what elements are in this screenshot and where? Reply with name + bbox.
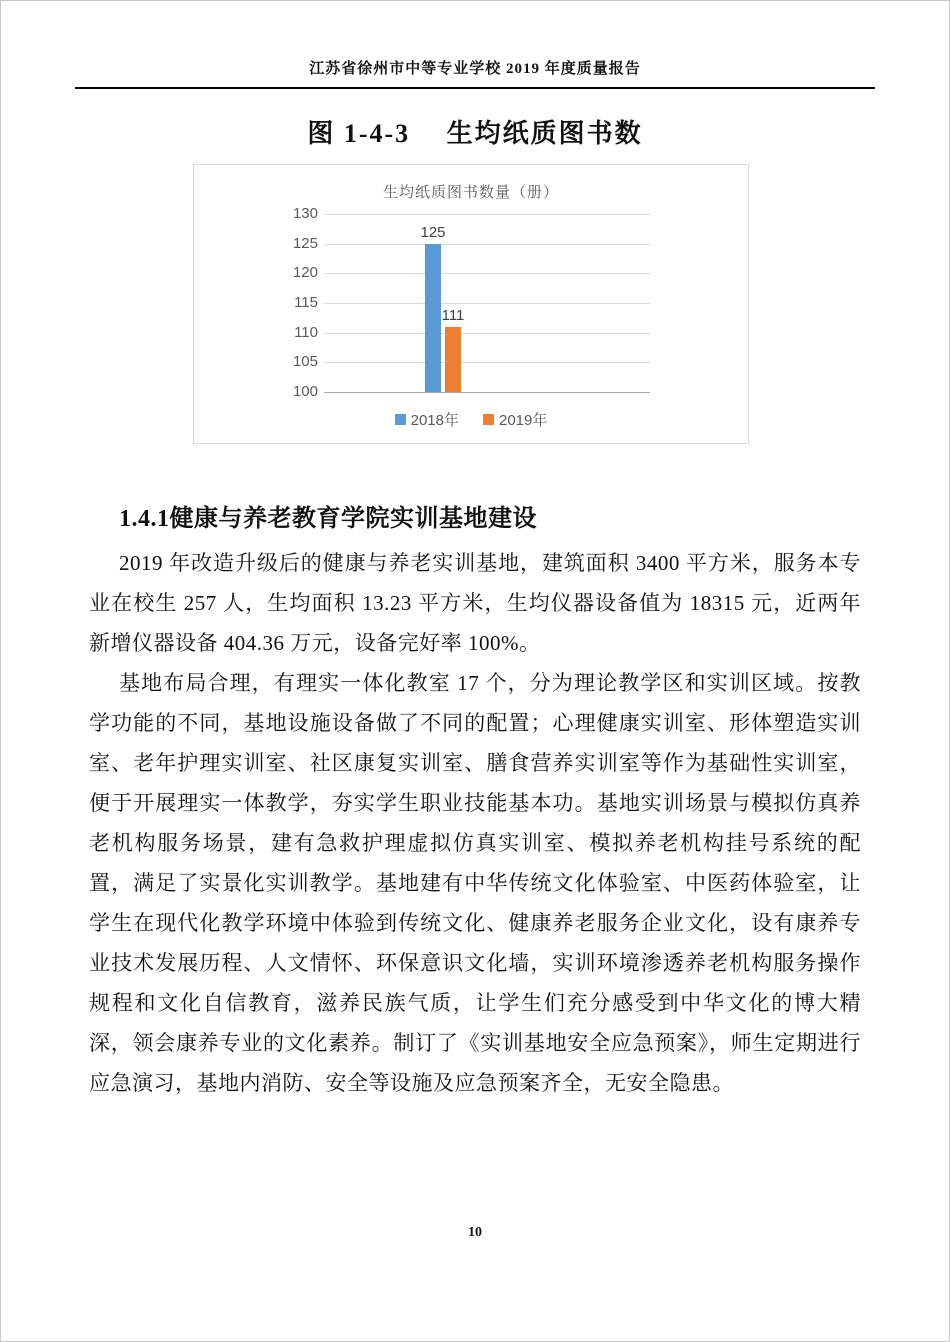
- plot-area: [324, 214, 650, 392]
- y-tick-label: 105: [292, 353, 318, 371]
- legend-label: 2018年: [410, 412, 459, 429]
- gridline: [324, 333, 650, 334]
- x-axis-line: [324, 392, 650, 393]
- gridline: [324, 244, 650, 245]
- y-tick-label: 100: [292, 383, 318, 400]
- gridline: [324, 362, 650, 363]
- legend-swatch: [395, 414, 406, 425]
- bar-chart: [193, 164, 749, 444]
- section-content: [89, 493, 861, 1103]
- y-tick-label: 115: [294, 294, 318, 311]
- y-tick-label: 110: [294, 323, 318, 341]
- header-title: 江苏省徐州市中等专业学校 2019 年度质量报告: [309, 61, 641, 77]
- gridline: [324, 214, 650, 215]
- gridline: [324, 303, 650, 304]
- gridline: [324, 273, 650, 274]
- data-label: 125: [420, 223, 446, 241]
- legend-swatch: [483, 414, 494, 425]
- page-header: [75, 57, 875, 89]
- y-tick-label: 120: [292, 264, 318, 282]
- y-axis-labels: [194, 205, 318, 400]
- bar-2019年: [445, 327, 461, 392]
- data-label: 111: [441, 306, 465, 324]
- paragraph-1: 2019 年改造升级后的健康与养老实训基地，建筑面积 3400 平方米，服务本专业在校生 257 人，生均面积 13.23 平方米，生均仪器设备值为 18315 元，近两年新增仪器设备 404.36 万元，设备完好率 100%。: [89, 551, 861, 655]
- paragraph-2: 基地布局合理，有理实一体化教室 17 个，分为理论教学区和实训区域。按教学功能的不同，基地设施设备做了不同的配置；心理健康实训室、形体塑造实训室、老年护理实训室、社区康复实训室、膳食营养实训室等作为基础性实训室，便于开展理实一体教学，夯实学生职业技能基本功。基地实训场景与模拟仿真养老机构服务场景，建有急救护理虚拟仿真实训室、模拟养老机构挂号系统的配置，满足了实景化实训教学。基地建有中华传统文化体验室、中医药体验室，让学生在现代化教学环境中体验到传统文化、健康养老服务企业文化，设有康养专业技术发展历程、人文情怀、环保意识文化墙，实训环境渗透养老机构服务操作规程和文化自信教育，滋养民族气质，让学生们充分感受到中华文化的博大精深，领会康养专业的文化素养。制订了《实训基地安全应急预案》，师生定期进行应急演习，基地内消防、安全等设施及应急预案齐全，无安全隐患。: [89, 671, 861, 1095]
- legend-item: [483, 409, 547, 430]
- legend-item: [395, 409, 459, 430]
- figure-caption: 图 1-4-3 生均纸质图书数: [307, 119, 643, 148]
- section-heading: 1.4.1健康与养老教育学院实训基地建设: [119, 506, 537, 532]
- chart-title: 生均纸质图书数量（册）: [382, 184, 559, 201]
- y-tick-label: 130: [292, 205, 318, 222]
- y-tick-label: 125: [292, 234, 318, 252]
- page-number: 10: [468, 1225, 482, 1240]
- legend-label: 2019年: [499, 412, 548, 429]
- chart-legend: [194, 409, 748, 430]
